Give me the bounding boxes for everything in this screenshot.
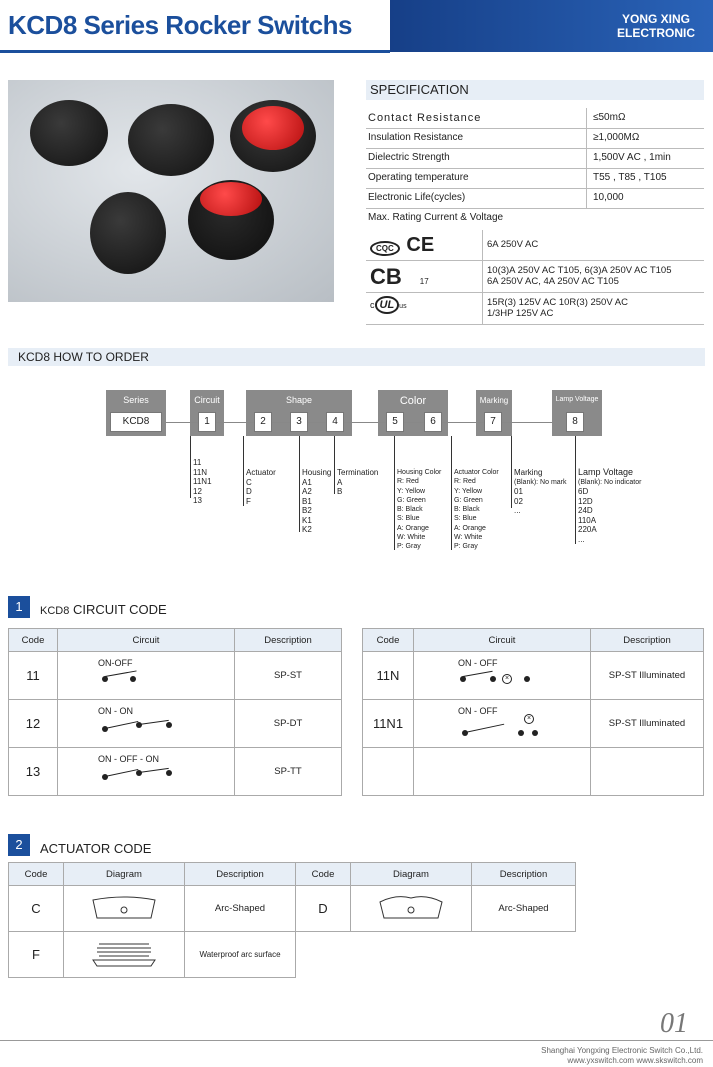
ul-us: us bbox=[399, 303, 407, 310]
desc-cell: Waterproof arc surface bbox=[185, 932, 296, 978]
footer-company: Shanghai Yongxing Electronic Switch Co.,Ltd. bbox=[541, 1046, 703, 1055]
desc-cell: Arc-Shaped bbox=[472, 886, 576, 932]
opt: K2 bbox=[302, 525, 312, 534]
th-diagram: Diagram bbox=[351, 863, 472, 886]
cb-number: 17 bbox=[419, 277, 429, 286]
order-num: 3 bbox=[290, 412, 308, 432]
housing-options bbox=[302, 468, 331, 535]
desc-cell: SP-ST bbox=[235, 652, 342, 700]
opt: 12D bbox=[578, 496, 593, 506]
opt: A1 bbox=[302, 477, 312, 487]
opt: W: White bbox=[454, 534, 483, 542]
order-num: 7 bbox=[484, 412, 502, 432]
section-number: 2 bbox=[8, 834, 30, 856]
opt: 220A bbox=[578, 525, 597, 534]
actuator-c-icon bbox=[89, 892, 159, 922]
opt: A: Orange bbox=[397, 524, 429, 532]
opt: ... bbox=[578, 534, 585, 544]
switch-black-2 bbox=[128, 104, 214, 176]
spec-heading: SPECIFICATION bbox=[366, 80, 704, 100]
spec-row bbox=[366, 128, 704, 149]
spec-row bbox=[366, 108, 704, 129]
order-line bbox=[511, 436, 512, 508]
opt: S: Blue bbox=[397, 515, 420, 523]
table-row bbox=[363, 700, 704, 748]
shape-label: Shape bbox=[285, 395, 313, 405]
spec-row bbox=[366, 148, 704, 169]
circuit-label: ON - OFF bbox=[458, 657, 498, 668]
code-cell: 12 bbox=[9, 700, 58, 748]
cert-row-cb bbox=[366, 260, 704, 293]
th-desc: Description bbox=[472, 863, 576, 886]
th-desc: Description bbox=[591, 629, 704, 652]
lamp-icon: × bbox=[502, 674, 512, 684]
circuit-diagram-11n1 bbox=[414, 702, 590, 746]
opt: K1 bbox=[302, 515, 312, 525]
spec-row bbox=[366, 188, 704, 209]
order-line bbox=[575, 436, 576, 544]
table-row bbox=[363, 652, 704, 700]
th-circuit: Circuit bbox=[58, 629, 235, 652]
switch-waterproof bbox=[90, 192, 166, 274]
opt: A2 bbox=[302, 487, 312, 496]
opt: 24D bbox=[578, 506, 593, 515]
ul-c: c bbox=[370, 300, 375, 310]
desc-cell: Arc-Shaped bbox=[185, 886, 296, 932]
opt: B bbox=[337, 487, 343, 496]
th-diagram: Diagram bbox=[64, 863, 185, 886]
page-number: 01 bbox=[660, 1008, 688, 1039]
actuator-color-options bbox=[454, 468, 499, 552]
desc-cell: SP-DT bbox=[235, 700, 342, 748]
order-num: 2 bbox=[254, 412, 272, 432]
code-cell: 11 bbox=[9, 652, 58, 700]
section-number: 1 bbox=[8, 596, 30, 618]
desc-cell: SP-ST Illuminated bbox=[591, 652, 704, 700]
circuit-diagram-12 bbox=[58, 702, 234, 746]
th-code: Code bbox=[9, 629, 58, 652]
opt: 110A bbox=[578, 515, 597, 525]
series-value: KCD8 bbox=[110, 412, 162, 432]
cert2-line2: 6A 250V AC, 4A 250V AC T105 bbox=[487, 276, 619, 287]
spec-key: Operating temperature bbox=[368, 172, 469, 183]
lamp-icon: × bbox=[524, 714, 534, 724]
ul-logo bbox=[370, 296, 480, 314]
opt: D bbox=[246, 487, 252, 496]
circuit-options bbox=[193, 458, 212, 506]
opt: B1 bbox=[302, 496, 312, 506]
order-num: 5 bbox=[386, 412, 404, 432]
cert3-line1: 15R(3) 125V AC 10R(3) 250V AC bbox=[487, 297, 628, 308]
circuit-label: ON - ON bbox=[98, 705, 133, 716]
page-title: KCD8 Series Rocker Switchs bbox=[8, 10, 352, 40]
opt: B: Black bbox=[454, 506, 480, 514]
circuit-code-title bbox=[40, 602, 167, 617]
termination-options bbox=[337, 468, 378, 497]
order-num: 1 bbox=[198, 412, 216, 432]
opt: (Blank): No mark bbox=[514, 478, 567, 486]
series-label: Series bbox=[123, 395, 149, 405]
table-row bbox=[9, 652, 342, 700]
circuit-diagram-11 bbox=[58, 654, 234, 698]
opt: 12 bbox=[193, 486, 202, 496]
order-num: 6 bbox=[424, 412, 442, 432]
code-cell: F bbox=[9, 932, 64, 978]
code-cell: 11N1 bbox=[363, 700, 414, 748]
ul-mark: UL bbox=[375, 296, 400, 314]
rating-label-row bbox=[366, 208, 704, 228]
opt-title: Housing bbox=[302, 468, 332, 477]
cqc-logo: CQC bbox=[370, 241, 400, 256]
lamp-label: Lamp Voltage bbox=[555, 396, 599, 403]
th-code: Code bbox=[9, 863, 64, 886]
opt-title: Actuator Color bbox=[454, 469, 499, 476]
spec-value: 1,500V AC , 1min bbox=[586, 148, 671, 168]
switch-black-1 bbox=[30, 100, 108, 166]
order-line bbox=[334, 436, 335, 494]
opt: F bbox=[246, 496, 251, 506]
order-line bbox=[394, 436, 395, 550]
desc-cell: SP-TT bbox=[235, 748, 342, 796]
circuit-diagram-11n bbox=[414, 654, 590, 698]
th-circuit: Circuit bbox=[414, 629, 591, 652]
circuit-diagram-13 bbox=[58, 750, 234, 794]
cert-row-cqc bbox=[366, 230, 704, 261]
switch-red-2 bbox=[188, 180, 274, 260]
table-row bbox=[9, 932, 576, 978]
order-line bbox=[243, 436, 244, 506]
how-to-order-heading: KCD8 HOW TO ORDER bbox=[8, 348, 705, 366]
spec-value: 10,000 bbox=[586, 188, 624, 208]
cert3-line2: 1/3HP 125V AC bbox=[487, 308, 554, 319]
spec-value: ≤50mΩ bbox=[586, 108, 625, 128]
desc-cell: SP-ST Illuminated bbox=[591, 700, 704, 748]
cb-mark: CB bbox=[370, 264, 402, 289]
spec-key: Contact Resistance bbox=[368, 112, 482, 124]
header-underline bbox=[0, 50, 390, 53]
code-cell: D bbox=[296, 886, 351, 932]
table-row bbox=[9, 886, 576, 932]
brand-line1: YONG XING bbox=[621, 12, 690, 26]
cert1-text: 6A 250V AC bbox=[482, 230, 538, 260]
opt: 11N1 bbox=[193, 477, 212, 486]
spec-value: T55 , T85 , T105 bbox=[586, 168, 667, 188]
th-code: Code bbox=[363, 629, 414, 652]
opt-title: Lamp Voltage bbox=[578, 467, 634, 477]
spec-row bbox=[366, 168, 704, 189]
opt: B: Black bbox=[397, 506, 423, 514]
actuator-options bbox=[246, 468, 276, 506]
spec-key: Insulation Resistance bbox=[368, 132, 464, 143]
circuit-table-left bbox=[8, 628, 342, 796]
opt: P: Gray bbox=[454, 543, 478, 551]
actuator-d-icon bbox=[376, 892, 446, 922]
opt: A bbox=[337, 477, 343, 487]
circuit-label: ON-OFF bbox=[98, 657, 133, 668]
opt: 6D bbox=[578, 487, 589, 496]
order-line bbox=[451, 436, 452, 550]
opt: 11 bbox=[193, 458, 202, 467]
code-cell: C bbox=[9, 886, 64, 932]
circuit-label: Circuit bbox=[194, 395, 220, 405]
cert-row-ul bbox=[366, 292, 704, 325]
switch-red-1 bbox=[230, 100, 316, 172]
opt: P: Gray bbox=[397, 543, 421, 551]
opt: Y: Yellow bbox=[454, 487, 483, 495]
th-desc: Description bbox=[185, 863, 296, 886]
rating-label: Max. Rating Current & Voltage bbox=[368, 212, 504, 223]
opt: (Blank): No indicator bbox=[578, 478, 642, 486]
opt: 01 bbox=[514, 487, 523, 496]
order-line bbox=[299, 436, 300, 532]
brand-band bbox=[390, 0, 713, 52]
lamp-options bbox=[578, 468, 641, 544]
order-line bbox=[190, 436, 191, 498]
cert2-line1: 10(3)A 250V AC T105, 6(3)A 250V AC T105 bbox=[487, 265, 672, 276]
opt: 02 bbox=[514, 496, 523, 506]
table-row bbox=[363, 748, 704, 796]
cqc-ce-logo bbox=[370, 234, 480, 257]
code-cell: 13 bbox=[9, 748, 58, 796]
product-photo bbox=[8, 80, 334, 302]
circuit-label: ON - OFF - ON bbox=[98, 753, 159, 764]
actuator-f-icon bbox=[89, 938, 159, 968]
opt-title: Housing Color bbox=[397, 469, 442, 476]
footer-divider bbox=[0, 1040, 713, 1041]
ce-logo: CE bbox=[406, 234, 435, 256]
order-num: 8 bbox=[566, 412, 584, 432]
housing-color-options bbox=[397, 468, 441, 552]
spec-key: Electronic Life(cycles) bbox=[368, 192, 466, 203]
order-num: 4 bbox=[326, 412, 344, 432]
code-cell: 11N bbox=[363, 652, 414, 700]
footer-web: www.yxswitch.com www.skswitch.com bbox=[567, 1056, 703, 1065]
spec-value: ≥1,000MΩ bbox=[586, 128, 639, 148]
circuit-title-text: CIRCUIT CODE bbox=[72, 602, 167, 617]
circuit-prefix: KCD8 bbox=[40, 605, 70, 617]
brand-logo bbox=[617, 12, 695, 40]
opt-title: Marking bbox=[514, 468, 543, 477]
opt: B2 bbox=[302, 506, 312, 515]
marking-label: Marking bbox=[479, 396, 509, 405]
table-row bbox=[9, 748, 342, 796]
color-label: Color bbox=[399, 395, 427, 407]
opt: R: Red bbox=[397, 478, 419, 486]
opt: 13 bbox=[193, 496, 202, 505]
circuit-table-right bbox=[362, 628, 704, 796]
opt: R: Red bbox=[454, 478, 476, 486]
th-desc: Description bbox=[235, 629, 342, 652]
brand-line2: ELECTRONIC bbox=[617, 26, 695, 40]
opt: G: Green bbox=[454, 496, 483, 504]
opt: S: Blue bbox=[454, 515, 477, 523]
opt: G: Green bbox=[397, 496, 426, 504]
footer-text bbox=[541, 1046, 703, 1066]
circuit-label: ON - OFF bbox=[458, 705, 498, 716]
opt-title: Termination bbox=[337, 468, 379, 477]
actuator-table bbox=[8, 862, 576, 978]
opt: 11N bbox=[193, 467, 208, 477]
th-code: Code bbox=[296, 863, 351, 886]
opt: ... bbox=[514, 506, 521, 515]
spec-key: Dielectric Strength bbox=[368, 152, 450, 163]
cb-logo bbox=[370, 264, 480, 290]
opt: C bbox=[246, 477, 252, 487]
marking-options bbox=[514, 468, 567, 516]
table-row bbox=[9, 700, 342, 748]
opt: Y: Yellow bbox=[397, 487, 426, 495]
opt: W: White bbox=[397, 534, 426, 542]
actuator-code-title: ACTUATOR CODE bbox=[40, 841, 152, 856]
opt-title: Actuator bbox=[246, 468, 276, 477]
opt: A: Orange bbox=[454, 524, 486, 532]
